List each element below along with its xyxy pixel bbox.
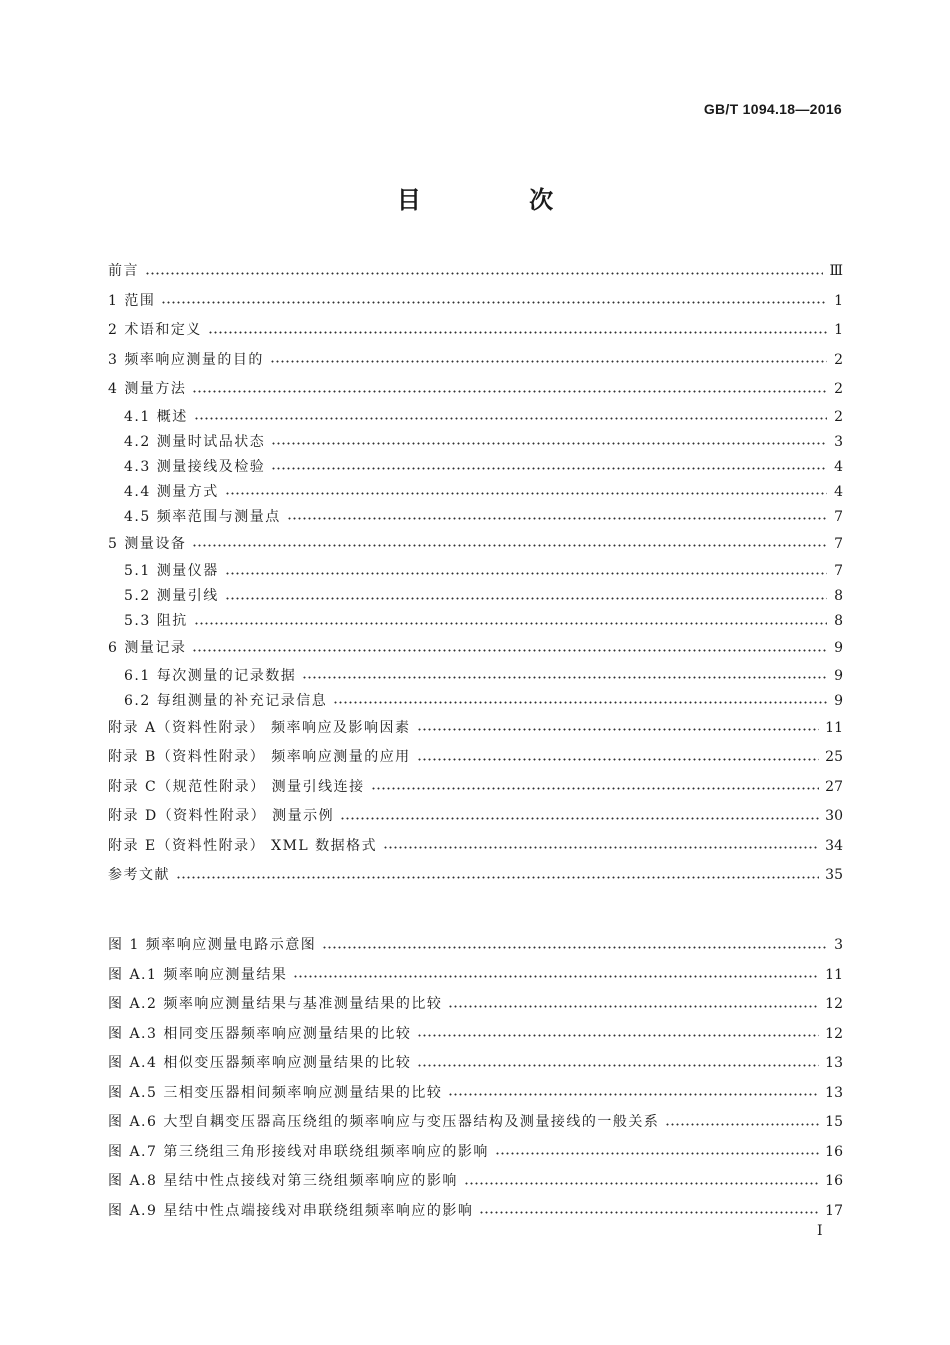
- entry-page-number: 30: [825, 808, 843, 824]
- toc-entry[interactable]: [108, 802, 843, 832]
- dot-leader: [192, 649, 827, 652]
- toc-entry[interactable]: [108, 316, 843, 346]
- dot-leader: [417, 728, 820, 731]
- figure-entry[interactable]: [108, 1138, 843, 1168]
- entry-page-number: 25: [825, 749, 843, 765]
- entry-label: 图 A.5 三相变压器相间频率响应测量结果的比较: [108, 1084, 443, 1101]
- entry-label: 4.3 测量接线及检验: [124, 458, 266, 475]
- entry-label: 4.5 频率范围与测量点: [124, 508, 281, 525]
- toc-entry[interactable]: [108, 257, 843, 287]
- entry-page-number: 35: [825, 867, 843, 883]
- entry-page-number: 13: [825, 1055, 843, 1071]
- entry-label: 5.2 测量引线: [124, 588, 219, 604]
- dot-leader: [417, 1034, 819, 1037]
- toc-entry[interactable]: [108, 505, 843, 530]
- figure-entry[interactable]: [108, 1167, 843, 1197]
- table-of-contents: [108, 257, 843, 891]
- entry-label: 图 A.1 频率响应测量结果: [108, 966, 288, 983]
- dot-leader: [271, 467, 827, 470]
- entry-page-number: 8: [834, 613, 843, 629]
- entry-label: 5 测量设备: [108, 535, 187, 552]
- entry-page-number: 1: [834, 292, 843, 309]
- toc-entry[interactable]: [108, 664, 843, 689]
- figure-entry[interactable]: [108, 990, 843, 1020]
- entry-page-number: 8: [834, 588, 843, 604]
- entry-page-number: 2: [834, 408, 843, 425]
- toc-entry[interactable]: [108, 480, 843, 505]
- entry-page-number: 4: [834, 458, 843, 475]
- figure-list: [108, 931, 843, 1226]
- dot-leader: [145, 272, 823, 275]
- dot-leader: [417, 1064, 819, 1067]
- dot-leader: [665, 1123, 819, 1126]
- entry-page-number: 11: [825, 966, 843, 983]
- entry-page-number: 11: [825, 719, 843, 736]
- entry-label: 5.1 测量仪器: [124, 563, 219, 579]
- dot-leader: [161, 301, 827, 304]
- page-title: 目 次: [396, 186, 604, 214]
- entry-page-number: 1: [834, 322, 843, 338]
- dot-leader: [383, 846, 819, 849]
- entry-page-number: 2: [834, 351, 843, 368]
- toc-entry[interactable]: [108, 430, 843, 455]
- dot-leader: [287, 517, 827, 520]
- entry-page-number: 7: [834, 563, 843, 579]
- toc-entry[interactable]: [108, 346, 843, 376]
- entry-page-number: Ⅲ: [829, 263, 843, 279]
- entry-page-number: 7: [834, 508, 843, 525]
- entry-label: 图 A.2 频率响应测量结果与基准测量结果的比较: [108, 996, 443, 1012]
- entry-label: 参考文献: [108, 867, 170, 883]
- dot-leader: [293, 975, 819, 978]
- dot-leader: [194, 622, 827, 625]
- toc-entry[interactable]: [108, 689, 843, 714]
- entry-page-number: 17: [825, 1202, 843, 1219]
- dot-leader: [271, 442, 827, 445]
- figure-entry[interactable]: [108, 1020, 843, 1050]
- toc-entry[interactable]: [108, 530, 843, 560]
- entry-page-number: 12: [825, 996, 843, 1012]
- entry-label: 附录 A（资料性附录） 频率响应及影响因素: [108, 719, 411, 736]
- dot-leader: [192, 544, 827, 547]
- entry-page-number: 9: [834, 640, 843, 656]
- toc-entry[interactable]: [108, 634, 843, 664]
- dot-leader: [464, 1182, 819, 1185]
- entry-page-number: 9: [834, 667, 843, 684]
- entry-page-number: 7: [834, 535, 843, 552]
- entry-label: 6.2 每组测量的补充记录信息: [124, 692, 328, 709]
- entry-label: 图 A.7 第三绕组三角形接线对串联绕组频率响应的影响: [108, 1143, 489, 1160]
- entry-label: 附录 E（资料性附录） XML 数据格式: [108, 837, 378, 854]
- dot-leader: [340, 817, 819, 820]
- entry-label: 2 术语和定义: [108, 322, 202, 338]
- dot-leader: [448, 1005, 819, 1008]
- entry-label: 4 测量方法: [108, 381, 187, 397]
- entry-label: 1 范围: [108, 292, 156, 309]
- page-number: I: [817, 1223, 823, 1239]
- dot-leader: [225, 572, 827, 575]
- entry-label: 图 A.9 星结中性点端接线对串联绕组频率响应的影响: [108, 1202, 474, 1219]
- dot-leader: [371, 787, 820, 790]
- figure-entry[interactable]: [108, 931, 843, 961]
- entry-label: 6 测量记录: [108, 640, 187, 656]
- toc-entry[interactable]: [108, 455, 843, 480]
- entry-page-number: 15: [825, 1114, 843, 1130]
- dot-leader: [225, 492, 827, 495]
- entry-page-number: 13: [825, 1084, 843, 1101]
- dot-leader: [333, 701, 827, 704]
- figure-entry[interactable]: [108, 1049, 843, 1079]
- entry-page-number: 12: [825, 1025, 843, 1042]
- figure-entry[interactable]: [108, 961, 843, 991]
- entry-page-number: 2: [834, 381, 843, 397]
- toc-entry[interactable]: [108, 559, 843, 584]
- dot-leader: [322, 946, 827, 949]
- dot-leader: [479, 1211, 819, 1214]
- figure-entry[interactable]: [108, 1108, 843, 1138]
- toc-entry[interactable]: [108, 405, 843, 430]
- entry-label: 前言: [108, 263, 139, 279]
- entry-label: 图 A.8 星结中性点接线对第三绕组频率响应的影响: [108, 1173, 458, 1189]
- entry-page-number: 4: [834, 483, 843, 500]
- toc-entry[interactable]: [108, 287, 843, 317]
- toc-entry[interactable]: [108, 832, 843, 862]
- entry-label: 图 A.4 相似变压器频率响应测量结果的比较: [108, 1055, 412, 1071]
- figure-entry[interactable]: [108, 1197, 843, 1227]
- entry-label: 5.3 阻抗: [124, 613, 188, 629]
- entry-label: 附录 C（规范性附录） 测量引线连接: [108, 778, 365, 795]
- toc-entry[interactable]: [108, 609, 843, 634]
- dot-leader: [417, 758, 819, 761]
- toc-entry[interactable]: [108, 375, 843, 405]
- figure-entry[interactable]: [108, 1079, 843, 1109]
- standard-code: GB/T 1094.18—2016: [703, 101, 842, 117]
- toc-entry[interactable]: [108, 743, 843, 773]
- toc-entry[interactable]: [108, 584, 843, 609]
- dot-leader: [495, 1152, 819, 1155]
- dot-leader: [192, 390, 827, 393]
- entry-page-number: 16: [825, 1173, 843, 1189]
- dot-leader: [225, 597, 827, 600]
- entry-label: 3 频率响应测量的目的: [108, 351, 264, 368]
- entry-page-number: 34: [825, 837, 843, 854]
- toc-entry[interactable]: [108, 714, 843, 744]
- entry-label: 4.1 概述: [124, 408, 188, 425]
- entry-label: 4.4 测量方式: [124, 483, 219, 500]
- entry-label: 6.1 每次测量的记录数据: [124, 667, 297, 684]
- entry-label: 附录 B（资料性附录） 频率响应测量的应用: [108, 749, 411, 765]
- dot-leader: [194, 417, 827, 420]
- entry-label: 附录 D（资料性附录） 测量示例: [108, 808, 335, 824]
- toc-entry[interactable]: [108, 861, 843, 891]
- dot-leader: [448, 1093, 819, 1096]
- entry-page-number: 27: [825, 778, 843, 795]
- entry-label: 图 A.3 相同变压器频率响应测量结果的比较: [108, 1025, 412, 1042]
- dot-leader: [302, 676, 827, 679]
- toc-entry[interactable]: [108, 773, 843, 803]
- entry-page-number: 9: [834, 692, 843, 709]
- entry-label: 图 1 频率响应测量电路示意图: [108, 937, 317, 953]
- dot-leader: [270, 360, 827, 363]
- entry-page-number: 16: [825, 1143, 843, 1160]
- entry-label: 4.2 测量时试品状态: [124, 433, 266, 450]
- entry-label: 图 A.6 大型自耦变压器高压绕组的频率响应与变压器结构及测量接线的一般关系: [108, 1114, 660, 1130]
- dot-leader: [208, 331, 827, 334]
- dot-leader: [176, 876, 819, 879]
- entry-page-number: 3: [834, 433, 843, 450]
- entry-page-number: 3: [834, 937, 843, 953]
